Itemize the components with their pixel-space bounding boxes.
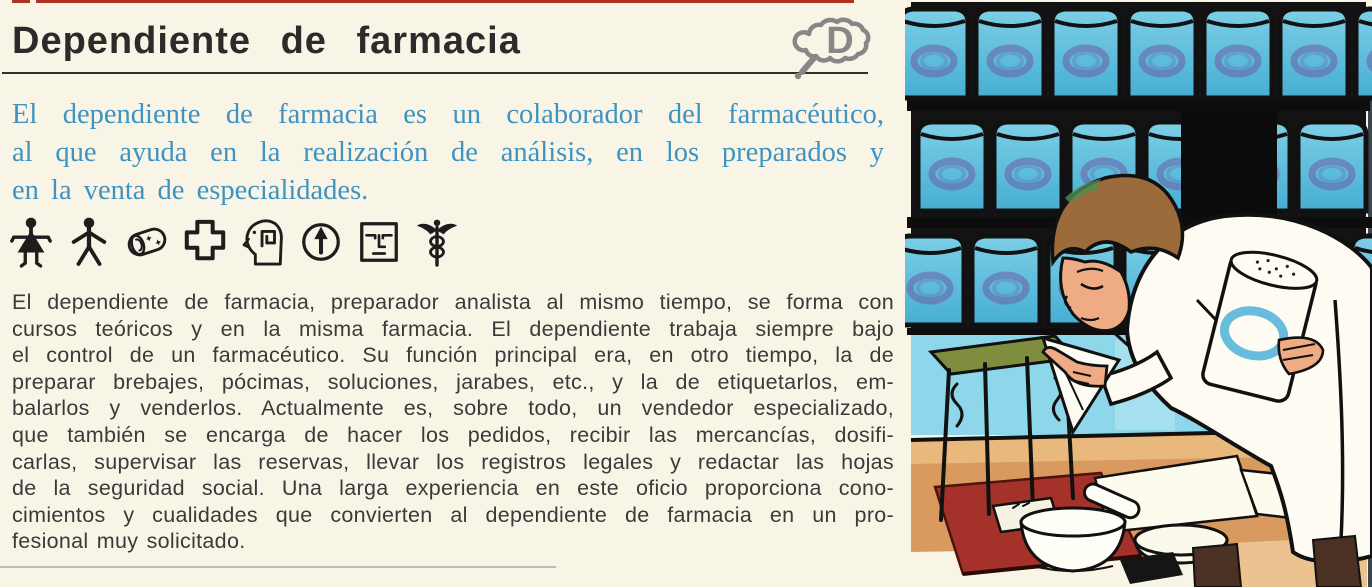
body-line: que también se encarga de hacer los pedidos, recibir las mercancías, dosifi-	[12, 422, 894, 447]
body-line: balarlos y venderlos. Actualmente es, sobre todo, un vendedor especializado,	[12, 396, 894, 421]
pharmacy-illustration	[905, 0, 1372, 587]
aptitude-pictograms	[8, 216, 460, 268]
intro-paragraph	[12, 96, 884, 210]
top-red-rule	[36, 0, 854, 3]
intro-line: El dependiente de farmacia es un colaborador del farmacéutico,	[12, 99, 884, 130]
intro-line: en la venta de especialidades.	[12, 175, 369, 206]
intro-line: al que ayuda en la realización de análisis, en los preparados y	[12, 137, 884, 168]
body-line: carlas, supervisar las reservas, llevar los registros legales y redactar las hojas	[12, 449, 894, 474]
body-line: de la seguridad social. Una larga experiencia en este oficio proporciona cono-	[12, 476, 894, 501]
caduceus-icon	[414, 216, 460, 268]
face-square-icon	[356, 216, 402, 268]
top-red-rule-stub	[12, 0, 30, 3]
title-underline	[2, 72, 868, 74]
body-line: preparar brebajes, pócimas, soluciones, jarabes, etc., y la de etiquetarlos, em-	[12, 369, 894, 394]
body-line: cursos teóricos y en la misma farmacia. El dependiente trabaja siempre bajo	[12, 316, 894, 341]
medical-cross-icon	[182, 216, 228, 268]
section-letter: D	[826, 20, 854, 62]
pharmacy-illustration-drawing	[905, 0, 1372, 587]
body-line: el control de un farmacéutico. Su función principal era, en otro tiempo, la de	[12, 343, 894, 368]
body-line: fesional muy solicitado.	[12, 529, 246, 554]
woman-figure-icon	[8, 216, 54, 268]
bottom-hairline	[0, 566, 556, 568]
section-badge	[786, 6, 882, 84]
body-paragraph	[12, 289, 894, 555]
head-mind-icon	[240, 216, 286, 268]
page-title: Dependiente de farmacia	[12, 20, 521, 62]
body-line: El dependiente de farmacia, preparador analista al mismo tiempo, se forma con	[12, 290, 894, 314]
arrow-up-circle-icon	[298, 216, 344, 268]
body-line: cimientos y cualidades que convierten al dependiente de farmacia en un pro-	[12, 502, 894, 527]
man-figure-icon	[66, 216, 112, 268]
bandage-roll-icon	[124, 216, 170, 268]
